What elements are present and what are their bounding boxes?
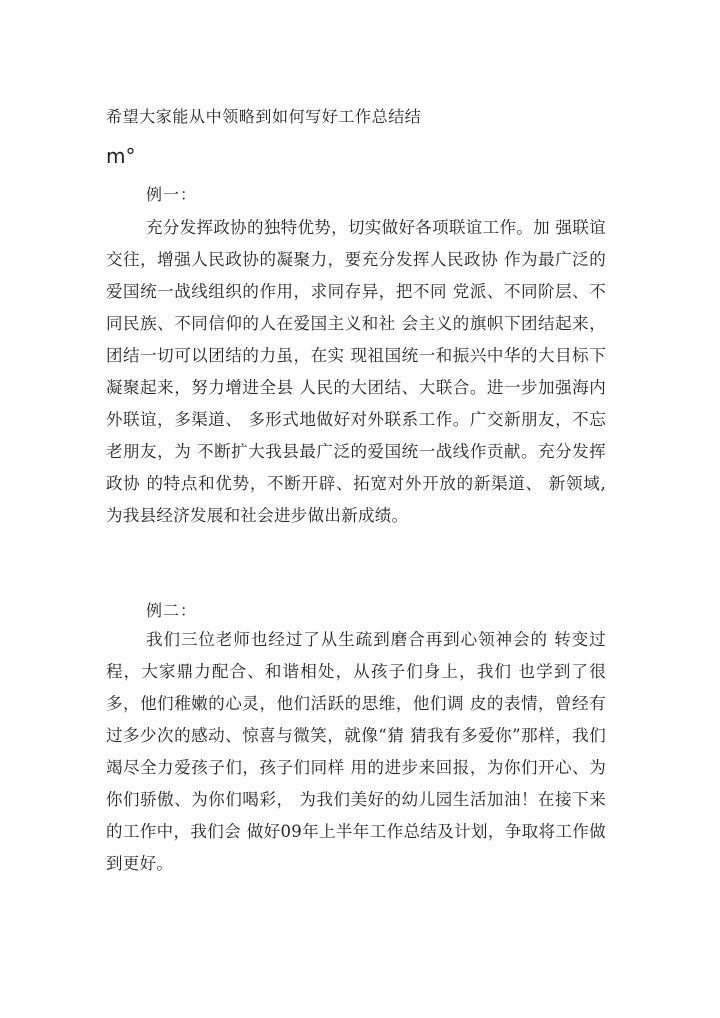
example-two-label: 例二： <box>146 601 198 620</box>
example-one-paragraph: 充分发挥政协的独特优势，切实做好各项联谊工作。加 强联谊交往，增强人民政协的凝聚力，要充分发挥人民政协 作为最广泛的爱国统一战线组织的作用，求同存异，把不同 党派、不同阶层、不同民族、不同信仰的人在爱国主义和社 会主义的旗帜下团结起来，团结一切可以团结的力虽，在实 现祖国统一和振兴中华的大目标下凝聚起来，努力增进全县 人民的大团结、大联合。进一步加强海内外联谊，多渠道、 多形式地做好对外联系工作。广交新朋友，不忘老朋友，为 不断扩大我县最广泛的爱国统一战线作贡献。充分发挥政协 的特点和优势，不断开辟、拓宽对外开放的新渠道、 新领域, 为我县经济发展和社会进步做出新成绩。 <box>106 218 606 525</box>
intro-tail: m° <box>106 144 136 168</box>
intro-line: 希望大家能从中领略到如何写好工作总结结 <box>106 107 422 126</box>
example-one-label: 例一： <box>146 185 198 204</box>
example-two-paragraph: 我们三位老师也经过了从生疏到磨合再到心领神会的 转变过程，大家鼎力配合、和谐相处，从孩子们身上，我们 也学到了很多，他们稚嫩的心灵，他们活跃的思维，他们调 皮的表情，曾经有过多少次的感动、惊喜与微笑，就像“猜 猜我有多爱你”那样，我们竭尽全力爱孩子们，孩子们同样 用的进步来回报，为你们开心、为你们骄傲、为你们喝彩， 为我们美好的幼儿园生活加油！在接下来的工作中，我们会 做好09年上半年工作总结及计划，争取将工作做到更好。 <box>106 630 606 873</box>
